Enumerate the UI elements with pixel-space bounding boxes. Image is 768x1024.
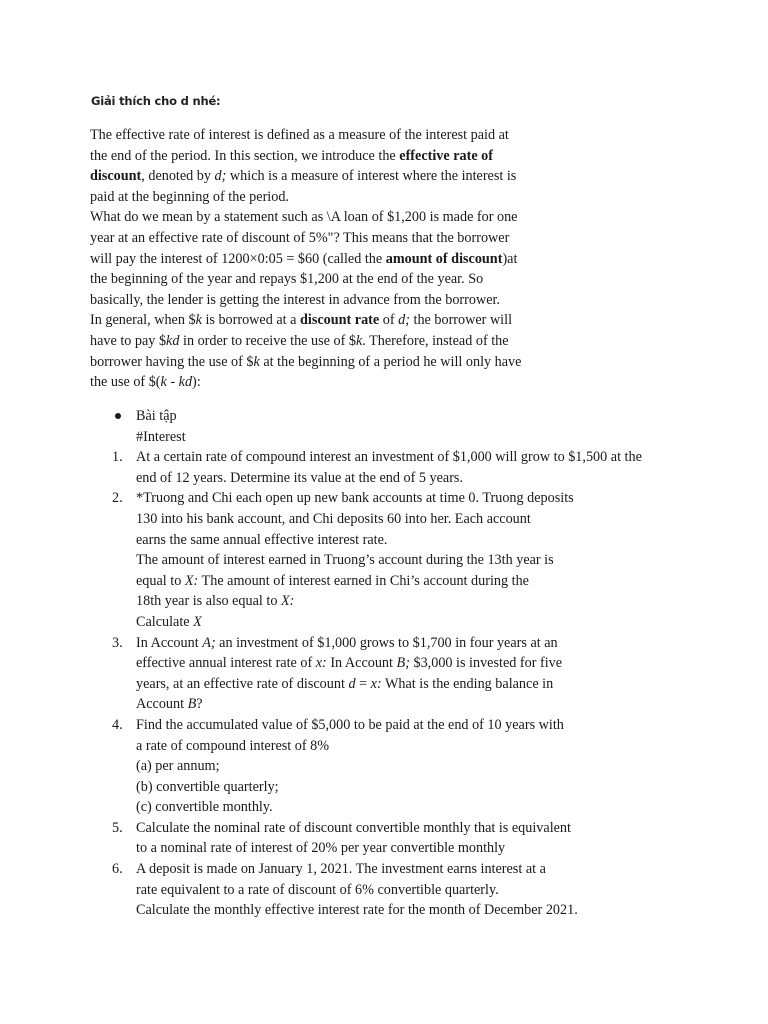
math-variable: B xyxy=(187,696,197,713)
math-variable: k xyxy=(253,353,260,370)
text-line: basically, the lender is getting the interest in advance from the borrower. xyxy=(90,291,500,308)
exercise-line: a rate of compound interest of 8% xyxy=(136,737,330,754)
exercise-line: At a certain rate of compound interest an investment of $1,000 will grow to $1,500 at the xyxy=(136,449,642,466)
text-line: What do we mean by a statement such as \A loan of $1,200 is made for one xyxy=(90,209,518,226)
exercise-number: 4. xyxy=(112,716,123,733)
exercise-line: The amount of interest earned in Truong’s account during the 13th year is xyxy=(136,552,554,569)
exercise-item xyxy=(90,818,690,859)
math-variable: x: xyxy=(315,655,327,672)
exercise-line: end of 12 years. Determine its value at the end of 5 years. xyxy=(136,469,463,486)
exercise-item xyxy=(90,859,690,921)
exercise-line: years, at an effective rate of discount d = x: What is the ending balance in xyxy=(136,675,554,692)
text-line: the beginning of the year and repays $1,200 at the end of the year. So xyxy=(90,271,484,288)
exercise-text xyxy=(90,447,690,488)
math-variable: X: xyxy=(281,593,295,610)
exercise-line: *Truong and Chi each open up new bank accounts at time 0. Truong deposits xyxy=(136,490,574,507)
math-variable: X: xyxy=(184,572,199,589)
text-line: year at an effective rate of discount of 5%"? This means that the borrower xyxy=(90,229,510,246)
intro-paragraph xyxy=(90,125,570,393)
exercise-item xyxy=(90,447,690,488)
math-variable: A; xyxy=(202,634,216,651)
exercise-line: effective annual interest rate of x: In Account B; $3,000 is invested for five xyxy=(136,655,563,672)
text-line: The effective rate of interest is defined as a measure of the interest paid at xyxy=(90,127,509,143)
bullet-label: Bài tập xyxy=(136,408,177,424)
text-line: the end of the period. In this section, we introduce the effective rate of xyxy=(90,147,494,164)
interest-tag: #Interest xyxy=(136,428,186,445)
page-heading: Giải thích cho d nhé: xyxy=(91,94,221,108)
exercise-line: earns the same annual effective interest rate. xyxy=(136,531,388,548)
text-line: the use of $(k - kd): xyxy=(90,374,201,391)
exercise-line: 130 into his bank account, and Chi deposits 60 into her. Each account xyxy=(136,510,531,527)
text-line: paid at the beginning of the period. xyxy=(90,188,289,205)
exercise-line: 18th year is also equal to X: xyxy=(136,593,295,610)
exercise-number: 6. xyxy=(112,861,123,878)
text-line: will pay the interest of 1200×0:05 = $60 (called the amount of discount)at xyxy=(90,250,518,267)
bullet-icon xyxy=(115,413,121,419)
exercise-number: 2. xyxy=(112,490,123,507)
exercise-line: equal to X: The amount of interest earned in Chi’s account during the xyxy=(136,572,529,589)
bold-term: effective rate of xyxy=(399,147,494,164)
exercise-number: 5. xyxy=(112,819,123,836)
exercise-number: 1. xyxy=(112,449,123,466)
exercise-line: Calculate X xyxy=(136,613,202,630)
exercise-line: to a nominal rate of interest of 20% per year convertible monthly xyxy=(136,840,506,857)
exercise-line: Find the accumulated value of $5,000 to be paid at the end of 10 years with xyxy=(136,716,564,733)
math-variable: x: xyxy=(370,675,382,692)
exercise-text xyxy=(90,818,690,859)
math-variable: d xyxy=(348,675,356,692)
exercise-line: (c) convertible monthly. xyxy=(136,799,273,816)
exercise-list xyxy=(90,406,690,921)
math-variable: d; xyxy=(398,312,410,329)
text-line: have to pay $kd in order to receive the use of $k. Therefore, instead of the xyxy=(90,332,509,349)
exercise-line: Calculate the monthly effective interest rate for the month of December 2021. xyxy=(136,902,578,919)
exercise-text xyxy=(90,859,690,921)
math-variable: B; xyxy=(396,655,410,672)
bullet-item xyxy=(90,406,690,427)
bold-term: discount rate xyxy=(300,312,380,329)
math-variable: X xyxy=(193,613,202,630)
exercise-line: (a) per annum; xyxy=(136,758,220,775)
text-line: In general, when $k is borrowed at a discount rate of d; the borrower will xyxy=(90,312,513,329)
math-variable: k - kd xyxy=(160,374,193,391)
exercise-item xyxy=(90,488,690,632)
exercise-line: A deposit is made on January 1, 2021. The investment earns interest at a xyxy=(136,861,546,878)
math-variable: d; xyxy=(214,168,227,185)
exercise-line: (b) convertible quarterly; xyxy=(136,778,279,795)
exercise-number: 3. xyxy=(112,634,123,651)
bullet-tag-row xyxy=(90,427,690,448)
math-variable: kd xyxy=(166,332,180,349)
exercise-item xyxy=(90,715,690,818)
math-variable: k xyxy=(195,312,202,329)
exercise-text xyxy=(90,715,690,818)
exercise-line: In Account A; an investment of $1,000 grows to $1,700 in four years at an xyxy=(136,634,558,651)
exercise-line: Calculate the nominal rate of discount convertible monthly that is equivalent xyxy=(136,819,571,836)
exercise-text xyxy=(90,633,690,715)
exercise-text xyxy=(90,488,690,632)
exercise-item xyxy=(90,633,690,715)
bold-term: discount xyxy=(90,168,142,185)
bold-term: amount of discount xyxy=(385,250,503,267)
exercise-line: Account B? xyxy=(136,696,203,713)
text-line: discount, denoted by d; which is a measure of interest where the interest is xyxy=(90,168,517,185)
text-line: borrower having the use of $k at the beginning of a period he will only have xyxy=(90,353,522,370)
exercise-line: rate equivalent to a rate of discount of 6% convertible quarterly. xyxy=(136,881,499,898)
math-variable: k xyxy=(355,332,363,349)
